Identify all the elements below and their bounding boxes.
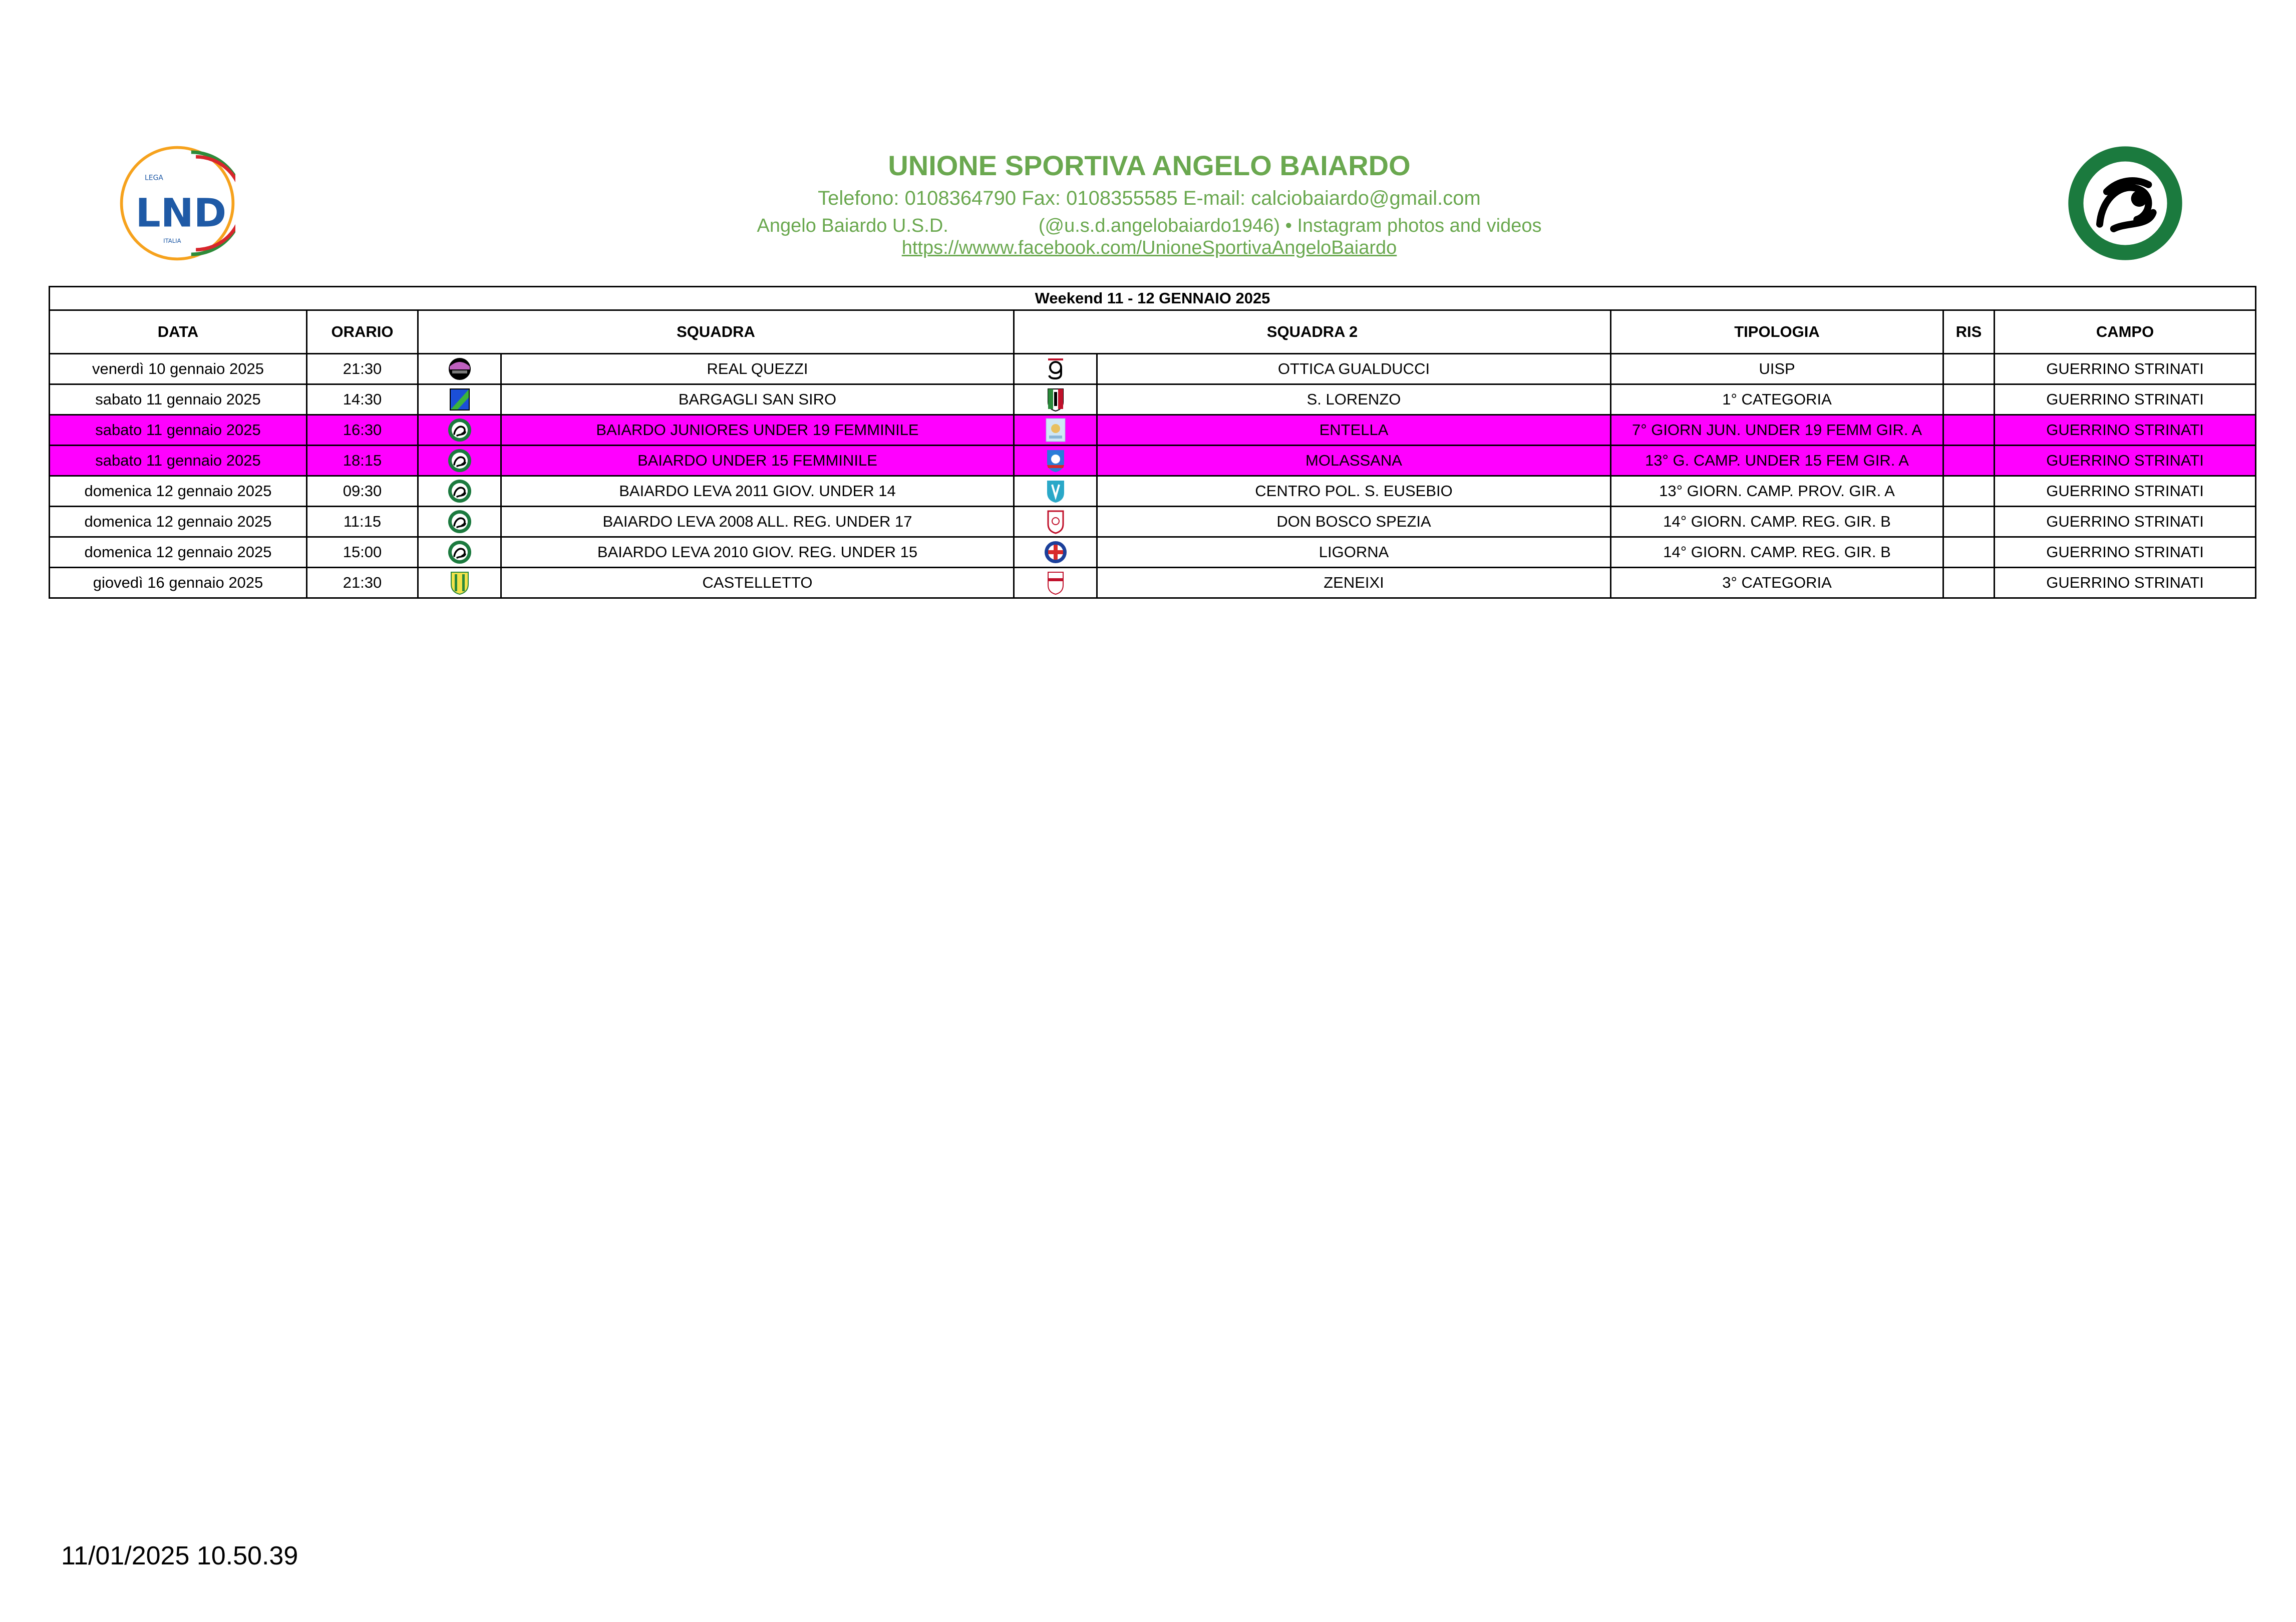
- cell-data: sabato 11 gennaio 2025: [50, 415, 307, 446]
- cell-orario: 14:30: [307, 384, 418, 415]
- table-title: Weekend 11 - 12 GENNAIO 2025: [50, 287, 2256, 310]
- cell-ris: [1943, 415, 1995, 446]
- cell-tipologia: 14° GIORN. CAMP. REG. GIR. B: [1611, 507, 1943, 537]
- header-campo: CAMPO: [1995, 310, 2256, 354]
- cell-campo: GUERRINO STRINATI: [1995, 446, 2256, 476]
- s-eusebio-badge-icon: [1043, 479, 1068, 504]
- cell-campo: GUERRINO STRINATI: [1995, 568, 2256, 598]
- header-orario: ORARIO: [307, 310, 418, 354]
- cell-squadra: BAIARDO LEVA 2008 ALL. REG. UNDER 17: [501, 507, 1014, 537]
- cell-data: giovedì 16 gennaio 2025: [50, 568, 307, 598]
- header-data: DATA: [50, 310, 307, 354]
- cell-campo: GUERRINO STRINATI: [1995, 384, 2256, 415]
- cell-orario: 18:15: [307, 446, 418, 476]
- club-social: [651, 215, 1648, 236]
- home-team-logo: [418, 415, 501, 446]
- home-team-logo: [418, 384, 501, 415]
- table-row: [50, 568, 2256, 598]
- cell-campo: GUERRINO STRINATI: [1995, 354, 2256, 384]
- cell-squadra: BAIARDO JUNIORES UNDER 19 FEMMINILE: [501, 415, 1014, 446]
- away-team-logo: [1014, 507, 1097, 537]
- cell-tipologia: 3° CATEGORIA: [1611, 568, 1943, 598]
- cell-squadra2: DON BOSCO SPEZIA: [1097, 507, 1611, 537]
- ligorna-badge-icon: [1043, 540, 1068, 565]
- cell-tipologia: 13° G. CAMP. UNDER 15 FEM GIR. A: [1611, 446, 1943, 476]
- baiardo-badge-icon: [447, 509, 472, 534]
- print-timestamp: 11/01/2025 10.50.39: [61, 1541, 298, 1570]
- cell-orario: 21:30: [307, 568, 418, 598]
- table-row: [50, 384, 2256, 415]
- cell-ris: [1943, 507, 1995, 537]
- table-row: [50, 476, 2256, 507]
- away-team-logo: [1014, 415, 1097, 446]
- away-team-logo: [1014, 384, 1097, 415]
- cell-ris: [1943, 537, 1995, 568]
- real-quezzi-badge-icon: [447, 356, 472, 381]
- cell-squadra: BAIARDO LEVA 2011 GIOV. UNDER 14: [501, 476, 1014, 507]
- cell-squadra2: ENTELLA: [1097, 415, 1611, 446]
- cell-squadra: BARGAGLI SAN SIRO: [501, 384, 1014, 415]
- club-title: UNIONE SPORTIVA ANGELO BAIARDO: [888, 150, 1411, 181]
- home-team-logo: [418, 446, 501, 476]
- header-squadra2: SQUADRA 2: [1014, 310, 1611, 354]
- cell-squadra2: OTTICA GUALDUCCI: [1097, 354, 1611, 384]
- table-row: [50, 537, 2256, 568]
- cell-campo: GUERRINO STRINATI: [1995, 415, 2256, 446]
- molassana-badge-icon: [1043, 448, 1068, 473]
- cell-data: sabato 11 gennaio 2025: [50, 446, 307, 476]
- lnd-logo: [119, 145, 235, 261]
- cell-squadra: BAIARDO UNDER 15 FEMMINILE: [501, 446, 1014, 476]
- cell-squadra2: MOLASSANA: [1097, 446, 1611, 476]
- table-row: [50, 446, 2256, 476]
- cell-squadra2: ZENEIXI: [1097, 568, 1611, 598]
- table-row: [50, 415, 2256, 446]
- table-row: [50, 354, 2256, 384]
- castelletto-badge-icon: [447, 570, 472, 595]
- baiardo-badge-icon: [447, 448, 472, 473]
- header-ris: RIS: [1943, 310, 1995, 354]
- cell-squadra: REAL QUEZZI: [501, 354, 1014, 384]
- cell-ris: [1943, 446, 1995, 476]
- home-team-logo: [418, 507, 501, 537]
- baiardo-badge-icon: [447, 540, 472, 565]
- cell-campo: GUERRINO STRINATI: [1995, 537, 2256, 568]
- table-row: [50, 507, 2256, 537]
- cell-squadra: CASTELLETTO: [501, 568, 1014, 598]
- away-team-logo: [1014, 354, 1097, 384]
- cell-squadra2: CENTRO POL. S. EUSEBIO: [1097, 476, 1611, 507]
- social-name: Angelo Baiardo U.S.D.: [757, 215, 948, 236]
- svg-text:LND: LND: [135, 190, 227, 236]
- home-team-logo: [418, 354, 501, 384]
- baiardo-badge-icon: [447, 479, 472, 504]
- away-team-logo: [1014, 476, 1097, 507]
- entella-badge-icon: [1043, 418, 1068, 443]
- cell-squadra: BAIARDO LEVA 2010 GIOV. REG. UNDER 15: [501, 537, 1014, 568]
- cell-orario: 11:15: [307, 507, 418, 537]
- baiardo-badge-icon: [447, 418, 472, 443]
- cell-ris: [1943, 568, 1995, 598]
- cell-data: venerdì 10 gennaio 2025: [50, 354, 307, 384]
- fixtures-table: [49, 286, 2256, 599]
- cell-campo: GUERRINO STRINATI: [1995, 507, 2256, 537]
- cell-tipologia: 1° CATEGORIA: [1611, 384, 1943, 415]
- header-squadra: SQUADRA: [418, 310, 1014, 354]
- s-lorenzo-badge-icon: [1043, 387, 1068, 412]
- zeneixi-badge-icon: [1043, 570, 1068, 595]
- cell-squadra2: LIGORNA: [1097, 537, 1611, 568]
- don-bosco-badge-icon: [1043, 509, 1068, 534]
- home-team-logo: [418, 568, 501, 598]
- club-contacts: Telefono: 0108364790 Fax: 0108355585 E-mail: calciobaiardo@gmail.com: [818, 187, 1481, 209]
- away-team-logo: [1014, 537, 1097, 568]
- cell-orario: 09:30: [307, 476, 418, 507]
- cell-tipologia: UISP: [1611, 354, 1943, 384]
- home-team-logo: [418, 537, 501, 568]
- svg-text:LEGA: LEGA: [145, 174, 163, 182]
- cell-tipologia: 14° GIORN. CAMP. REG. GIR. B: [1611, 537, 1943, 568]
- header-tipologia: TIPOLOGIA: [1611, 310, 1943, 354]
- us-angelo-baiardo-crest: [2067, 144, 2183, 262]
- cell-data: domenica 12 gennaio 2025: [50, 507, 307, 537]
- cell-data: sabato 11 gennaio 2025: [50, 384, 307, 415]
- cell-squadra2: S. LORENZO: [1097, 384, 1611, 415]
- cell-campo: GUERRINO STRINATI: [1995, 476, 2256, 507]
- cell-tipologia: 13° GIORN. CAMP. PROV. GIR. A: [1611, 476, 1943, 507]
- cell-tipologia: 7° GIORN JUN. UNDER 19 FEMM GIR. A: [1611, 415, 1943, 446]
- cell-ris: [1943, 384, 1995, 415]
- cell-ris: [1943, 476, 1995, 507]
- cell-orario: 15:00: [307, 537, 418, 568]
- home-team-logo: [418, 476, 501, 507]
- facebook-link[interactable]: https://wwww.facebook.com/UnioneSportivaAngeloBaiardo: [901, 237, 1397, 258]
- cell-data: domenica 12 gennaio 2025: [50, 537, 307, 568]
- svg-text:ITALIA: ITALIA: [163, 237, 181, 244]
- cell-orario: 16:30: [307, 415, 418, 446]
- away-team-logo: [1014, 568, 1097, 598]
- instagram-handle[interactable]: (@u.s.d.angelobaiardo1946) • Instagram photos and videos: [1038, 215, 1542, 236]
- bargagli-badge-icon: [447, 387, 472, 412]
- ottica-gualducci-badge-icon: [1043, 356, 1068, 381]
- away-team-logo: [1014, 446, 1097, 476]
- cell-data: domenica 12 gennaio 2025: [50, 476, 307, 507]
- cell-orario: 21:30: [307, 354, 418, 384]
- cell-ris: [1943, 354, 1995, 384]
